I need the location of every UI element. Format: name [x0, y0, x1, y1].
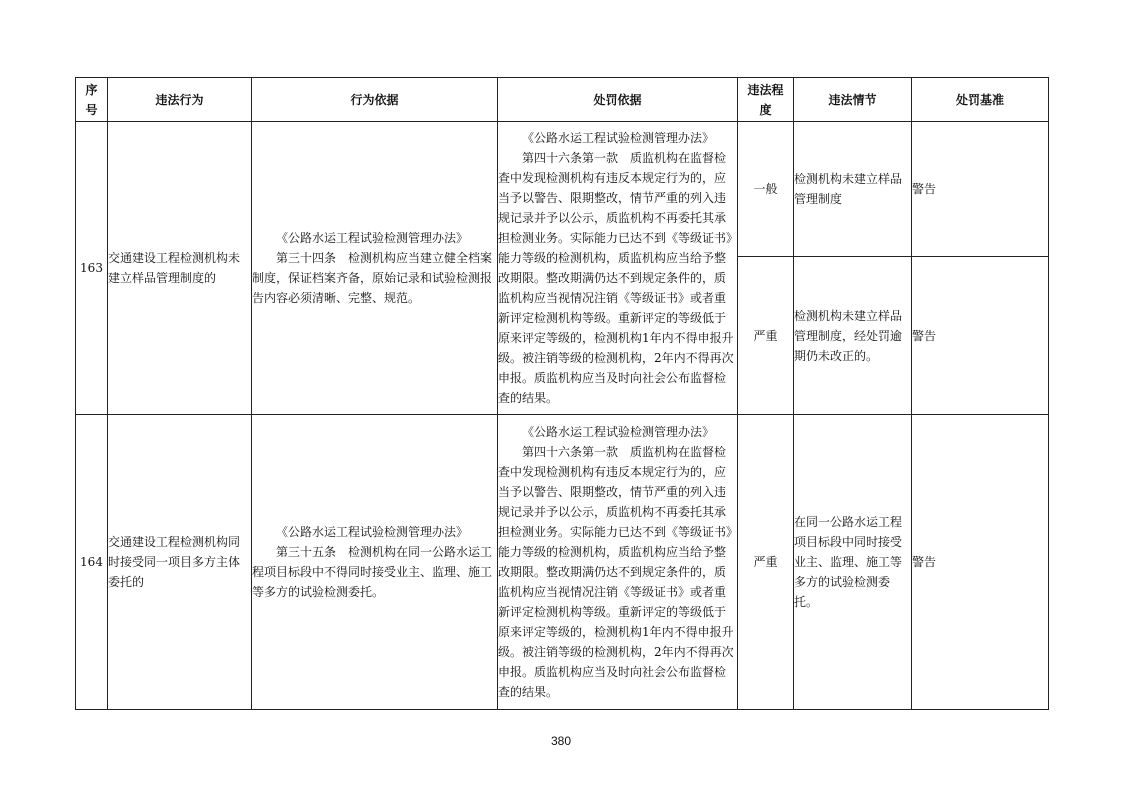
severity-cell: 严重 [738, 257, 794, 415]
circumstance-cell: 检测机构未建立样品管理制度 [794, 122, 912, 257]
header-penalty-basis: 处罚依据 [498, 78, 738, 122]
penalty-basis-title: 《公路水运工程试验检测管理办法》 [522, 425, 715, 439]
header-row [76, 78, 1049, 122]
row-penalty-basis [498, 415, 738, 710]
standard-cell: 警告 [912, 122, 1049, 257]
header-circumstance: 违法情节 [794, 78, 912, 122]
behavior-basis-title: 《公路水运工程试验检测管理办法》 [276, 525, 469, 539]
row-violation: 交通建设工程检测机构未建立样品管理制度的 [108, 122, 252, 415]
row-seq: 164 [76, 415, 108, 710]
severity-cell: 严重 [738, 415, 794, 710]
header-behavior-basis: 行为依据 [252, 78, 498, 122]
table-row [76, 122, 1049, 257]
behavior-basis-title: 《公路水运工程试验检测管理办法》 [276, 231, 469, 245]
behavior-basis-article: 第三十五条 检测机构在同一公路水运工程项目标段中不得同时接受业主、监理、施工等多方的试验检测委托。 [252, 545, 493, 599]
row-behavior-basis [252, 122, 498, 415]
standard-cell: 警告 [912, 257, 1049, 415]
header-violation: 违法行为 [108, 78, 252, 122]
standard-cell: 警告 [912, 415, 1049, 710]
circumstance-cell: 检测机构未建立样品管理制度，经处罚逾期仍未改正的。 [794, 257, 912, 415]
table-row [76, 415, 1049, 710]
header-severity: 违法程度 [738, 78, 794, 122]
penalty-standards-table [75, 77, 1049, 710]
header-standard: 处罚基准 [912, 78, 1049, 122]
row-penalty-basis [498, 122, 738, 415]
penalty-basis-article: 第四十六条第一款 质监机构在监督检查中发现检测机构有违反本规定行为的，应当予以警告、限期整改，情节严重的列入违规记录并予以公示，质监机构不再委托其承担检测业务。实际能力已达不到《等级证书》能力等级的检测机构，质监机构应当给予整改期限。整改期满仍达不到规定条件的，质监机构应当视情况注销《等级证书》或者重新评定检测机构等级。重新评定的等级低于原来评定等级的，检测机构1年内不得申报升级。被注销等级的检测机构，2年内不得再次申报。质监机构应当及时向社会公布监督检查的结果。 [498, 151, 734, 405]
header-seq: 序号 [76, 78, 108, 122]
row-seq: 163 [76, 122, 108, 415]
circumstance-cell: 在同一公路水运工程项目标段中同时接受业主、监理、施工等多方的试验检测委托。 [794, 415, 912, 710]
row-behavior-basis [252, 415, 498, 710]
penalty-basis-article: 第四十六条第一款 质监机构在监督检查中发现检测机构有违反本规定行为的，应当予以警告、限期整改，情节严重的列入违规记录并予以公示，质监机构不再委托其承担检测业务。实际能力已达不到《等级证书》能力等级的检测机构，质监机构应当给予整改期限。整改期满仍达不到规定条件的，质监机构应当视情况注销《等级证书》或者重新评定检测机构等级。重新评定的等级低于原来评定等级的，检测机构1年内不得申报升级。被注销等级的检测机构，2年内不得再次申报。质监机构应当及时向社会公布监督检查的结果。 [498, 445, 734, 699]
penalty-basis-title: 《公路水运工程试验检测管理办法》 [522, 131, 715, 145]
behavior-basis-article: 第三十四条 检测机构应当建立健全档案制度，保证档案齐备，原始记录和试验检测报告内容必须清晰、完整、规范。 [252, 251, 493, 305]
severity-cell: 一般 [738, 122, 794, 257]
row-violation: 交通建设工程检测机构同时接受同一项目多方主体委托的 [108, 415, 252, 710]
page-number: 380 [550, 734, 572, 748]
